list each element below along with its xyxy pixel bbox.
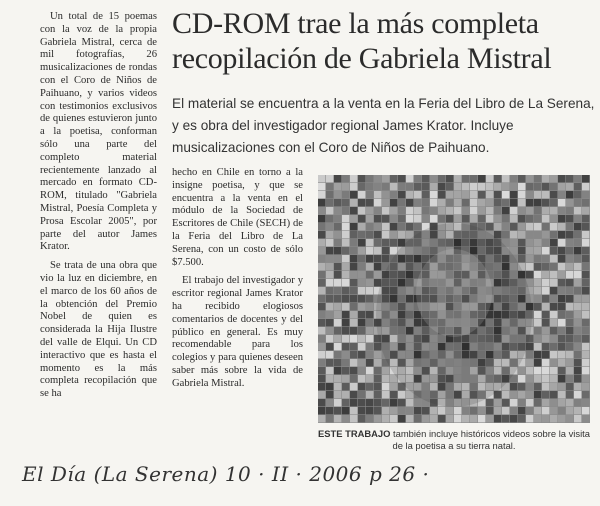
- body-paragraph: Se trata de una obra que vio la luz en diciembre, en el marco de los 60 años de la obtención del Premio Nobel de quien es considerada la Hija Ilustre del valle de Elqui. Un CD interactivo que es hasta el momento es la más completa recopilación que se ha: [40, 260, 157, 400]
- body-paragraph: Un total de 15 poemas con la voz de la propia Gabriela Mistral, cerca de mil fotografías, 26 musicalizaciones de rondas con el Coro de Niños de Paihuano, y varios videos con testimonios exclusivos de quienes estuvieron junto a la poetisa, conforman sólo una parte del completo material recientemente lanzado al mercado en formato CD-ROM, titulado "Gabriela Mistral, Poesía Completa y Prosa Escolar 2005", por parte del autor James Krator.: [40, 11, 157, 253]
- headline-line-2: recopilación de Gabriela Mistral: [172, 42, 552, 75]
- handwritten-source-note: El Día (La Serena) 10 · II · 2006 p 26 ·: [22, 462, 430, 486]
- body-column-1: [40, 11, 157, 407]
- cd-rom-cover-photo: [318, 175, 590, 423]
- body-paragraph: El trabajo del investigador y escritor regional James Krator ha recibido elogiosos comentarios de docentes y del público en general. Es muy recomendable para los colegios y para quienes deseen saber más sobre la vida de Gabriela Mistral.: [172, 275, 303, 389]
- photo-caption: [318, 428, 590, 452]
- mosaic-image: [318, 175, 590, 423]
- headline: [172, 6, 592, 76]
- subheadline: El material se encuentra a la venta en la Feria del Libro de La Serena, y es obra del investigador regional James Krator. Incluye musicalizaciones con el Coro de Niños de Paihuano.: [172, 96, 595, 155]
- body-paragraph: hecho en Chile en torno a la insigne poetisa, y que se encuentra a la venta en el módulo de la Sociedad de Escritores de Chile (SECH) de la Feria del Libro de La Serena, con un costo de sólo $7.500.: [172, 167, 303, 268]
- headline-line-1: CD-ROM trae la más completa: [172, 7, 539, 40]
- caption-lead: ESTE TRABAJO: [318, 428, 391, 439]
- body-column-2: [172, 167, 303, 397]
- caption-text: también incluye históricos videos sobre la visita de la poetisa a su tierra natal.: [390, 428, 590, 451]
